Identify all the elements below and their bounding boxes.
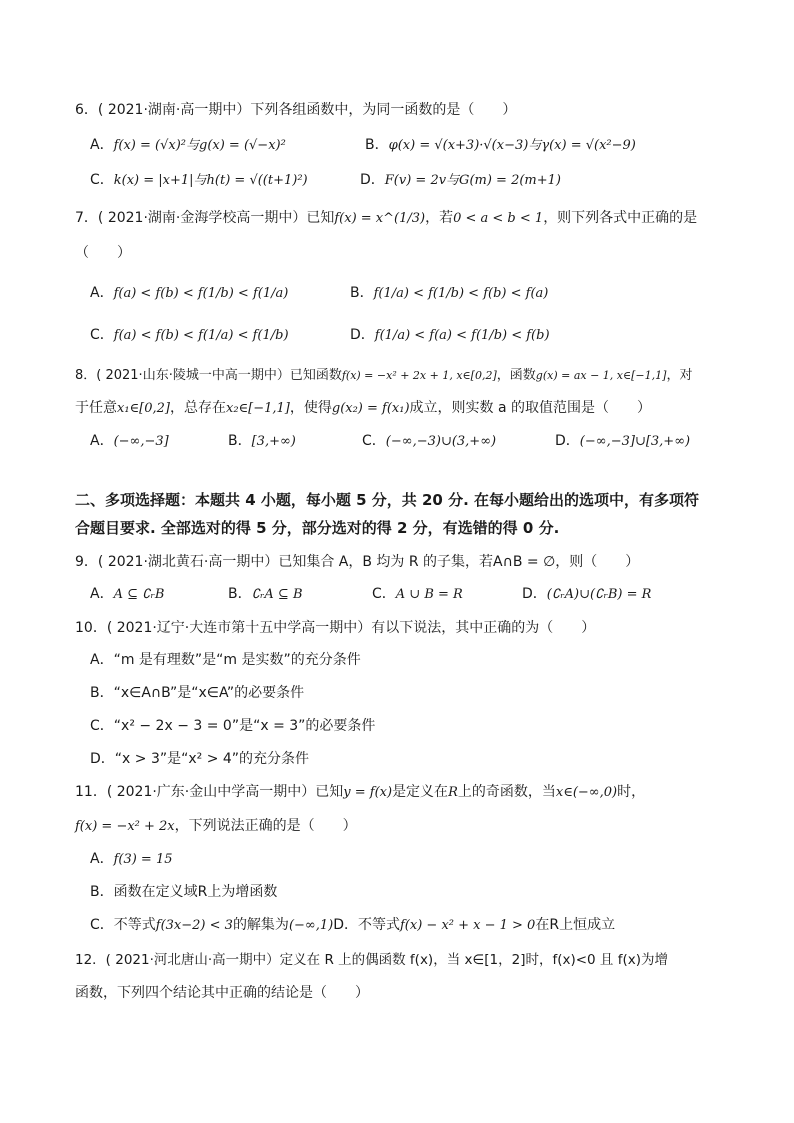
q11-option-c-pre: C．不等式 bbox=[90, 917, 156, 933]
q11-option-b: B．函数在定义域R上为增函数 bbox=[90, 884, 278, 900]
q7-option-d bbox=[350, 325, 550, 346]
q7-option-c-math: f(a) < f(b) < f(1/a) < f(1/b) bbox=[113, 328, 289, 343]
q11-line2-math: f(x) = −x² + 2x bbox=[75, 819, 175, 834]
q10-stem: 10．( 2021·辽宁·大连市第十五中学高一期中）有以下说法，其中正确的为（ ） bbox=[75, 620, 596, 636]
q11-option-a-label: A． bbox=[90, 851, 114, 867]
q11-option-a bbox=[90, 849, 173, 870]
q11-option-d-math: f(x) − x² + x − 1 > 0 bbox=[400, 918, 536, 933]
q10-option-b: B．“x∈A∩B”是“x∈A”的必要条件 bbox=[90, 685, 305, 701]
q9-option-d-math: (∁ᵣA)∪(∁ᵣB) = R bbox=[546, 587, 652, 602]
q12-stem-line1: 12．( 2021·河北唐山·高一期中）定义在 R 上的偶函数 f(x)，当 x∈[1，2]时，f(x)<0 且 f(x)为增 bbox=[75, 952, 668, 968]
q8-option-a bbox=[90, 431, 169, 452]
q11-stem-math1: y = f(x) bbox=[343, 785, 393, 800]
q11-stem-math2: R bbox=[448, 785, 458, 800]
q11-option-cd bbox=[90, 915, 615, 936]
q6-option-d bbox=[360, 170, 561, 191]
q8-option-a-math: (−∞,−3] bbox=[113, 434, 169, 449]
q10-option-d: D．“x > 3”是“x² > 4”的充分条件 bbox=[90, 751, 310, 767]
q8-line2-mid2: ，使得 bbox=[289, 400, 332, 416]
q7-option-d-label: D． bbox=[350, 327, 375, 343]
q8-option-d-math: (−∞,−3]∪[3,+∞) bbox=[579, 434, 691, 449]
q11-stem-math3: x∈(−∞,0) bbox=[555, 785, 618, 800]
q7-stem-pre: 7．( 2021·湖南·金海学校高一期中）已知 bbox=[75, 210, 335, 226]
q8-option-c-math: (−∞,−3)∪(3,+∞) bbox=[385, 434, 497, 449]
q8-stem-line2 bbox=[75, 398, 651, 419]
q11-stem-post: 上的奇函数，当 bbox=[457, 784, 556, 800]
q6-option-a-math: f(x) = (√x)²与g(x) = (√−x)² bbox=[113, 138, 286, 153]
q9-option-c-math: A ∪ B = R bbox=[395, 587, 463, 602]
q7-option-a-label: A． bbox=[90, 285, 114, 301]
q6-option-b-label: B． bbox=[365, 137, 389, 153]
q7-paren: （ ） bbox=[75, 245, 131, 261]
q8-stem-post: ，对 bbox=[666, 368, 693, 383]
q7-stem-mid: ，若 bbox=[425, 210, 454, 226]
q11-option-c-math2: (−∞,1) bbox=[288, 918, 334, 933]
q11-option-a-math: f(3) = 15 bbox=[113, 852, 173, 867]
q11-option-c-math: f(3x−2) < 3 bbox=[155, 918, 233, 933]
q8-stem-math1: f(x) = −x² + 2x + 1, x∈[0,2] bbox=[341, 369, 497, 382]
q8-line2-math3: g(x₂) = f(x₁) bbox=[331, 401, 410, 416]
q8-option-b bbox=[228, 431, 296, 452]
q6-option-b bbox=[365, 135, 636, 156]
q8-stem-math2: g(x) = ax − 1, x∈[−1,1] bbox=[535, 369, 667, 382]
q9-option-c-label: C． bbox=[372, 586, 396, 602]
q6-option-d-math: F(v) = 2v与G(m) = 2(m+1) bbox=[384, 173, 561, 188]
q8-stem-pre: 8．( 2021·山东·陵城一中高一期中）已知函数 bbox=[75, 368, 342, 383]
q8-line2-pre: 于任意 bbox=[75, 400, 117, 416]
q8-line2-math1: x₁∈[0,2] bbox=[117, 401, 170, 416]
q11-stem-pre: 11．( 2021·广东·金山中学高一期中）已知 bbox=[75, 784, 344, 800]
q11-option-d-pre: D．不等式 bbox=[333, 917, 400, 933]
q8-option-d bbox=[555, 431, 690, 452]
q8-line2-post: 成立，则实数 a 的取值范围是（ ） bbox=[409, 400, 652, 416]
q8-option-b-math: [3,+∞) bbox=[251, 434, 296, 449]
q7-stem bbox=[75, 208, 697, 229]
q7-option-a-math: f(a) < f(b) < f(1/b) < f(1/a) bbox=[113, 286, 289, 301]
q11-option-c-mid: 的解集为 bbox=[232, 917, 289, 933]
q8-line2-mid1: ，总存在 bbox=[169, 400, 226, 416]
q8-option-c bbox=[362, 431, 496, 452]
q8-option-d-label: D． bbox=[555, 433, 580, 449]
q9-option-a-math: A ⊆ ∁ᵣB bbox=[113, 587, 165, 602]
q9-stem: 9．( 2021·湖北黄石·高一期中）已知集合 A，B 均为 R 的子集，若A∩B = ∅，则（ ） bbox=[75, 554, 640, 570]
q11-option-d-post: 在R上恒成立 bbox=[535, 917, 616, 933]
q6-option-c-math: k(x) = |x+1|与h(t) = √((t+1)²) bbox=[113, 173, 308, 188]
q7-option-b bbox=[350, 283, 548, 304]
q7-option-c-label: C． bbox=[90, 327, 114, 343]
section2-heading-line1: 二、多项选择题：本题共 4 小题，每小题 5 分，共 20 分. 在每小题给出的选项中，有多项符 bbox=[75, 491, 700, 509]
q9-option-c bbox=[372, 584, 463, 605]
q7-stem-post: ，则下列各式中正确的是 bbox=[543, 210, 698, 226]
q7-option-b-label: B． bbox=[350, 285, 374, 301]
q11-stem-mid: 是定义在 bbox=[392, 784, 449, 800]
q8-option-c-label: C． bbox=[362, 433, 386, 449]
q9-option-a-label: A． bbox=[90, 586, 114, 602]
q6-option-a-label: A． bbox=[90, 137, 114, 153]
q9-option-b bbox=[228, 584, 303, 605]
q7-stem-math1: f(x) = x^(1/3) bbox=[334, 211, 426, 226]
q7-option-a bbox=[90, 283, 288, 304]
q6-stem: 6．( 2021·湖南·高一期中）下列各组函数中，为同一函数的是（ ） bbox=[75, 102, 517, 118]
q8-line2-math2: x₂∈[−1,1] bbox=[225, 401, 290, 416]
q8-stem bbox=[75, 366, 692, 386]
q11-stem bbox=[75, 782, 645, 803]
q6-option-a bbox=[90, 135, 286, 156]
q8-option-b-label: B． bbox=[228, 433, 252, 449]
q9-option-b-math: ∁ᵣA ⊆ B bbox=[251, 587, 303, 602]
q6-option-b-math: φ(x) = √(x+3)·√(x−3)与γ(x) = √(x²−9) bbox=[388, 138, 636, 153]
q11-line2-post: ，下列说法正确的是（ ） bbox=[174, 818, 357, 834]
q7-stem-math2: 0 < a < b < 1 bbox=[453, 211, 544, 226]
q10-option-c: C．“x² − 2x − 3 = 0”是“x = 3”的必要条件 bbox=[90, 718, 376, 734]
section2-heading-line2: 合题目要求. 全部选对的得 5 分，部分选对的得 2 分，有选错的得 0 分. bbox=[75, 519, 560, 537]
q8-option-a-label: A． bbox=[90, 433, 114, 449]
q7-option-c bbox=[90, 325, 289, 346]
q9-option-d bbox=[522, 584, 651, 605]
q6-option-d-label: D． bbox=[360, 172, 385, 188]
q11-stem-end: 时， bbox=[617, 784, 646, 800]
q7-option-b-math: f(1/a) < f(1/b) < f(b) < f(a) bbox=[373, 286, 549, 301]
q7-option-d-math: f(1/a) < f(a) < f(1/b) < f(b) bbox=[374, 328, 550, 343]
q9-option-a bbox=[90, 584, 164, 605]
q10-option-a: A．“m 是有理数”是“m 是实数”的充分条件 bbox=[90, 652, 361, 668]
q9-option-d-label: D． bbox=[522, 586, 547, 602]
q6-option-c bbox=[90, 170, 308, 191]
q12-stem-line2: 函数，下列四个结论其中正确的结论是（ ） bbox=[75, 985, 369, 1001]
q11-stem-line2 bbox=[75, 816, 357, 837]
q6-option-c-label: C． bbox=[90, 172, 114, 188]
q9-option-b-label: B． bbox=[228, 586, 252, 602]
q8-stem-mid: ，函数 bbox=[496, 368, 536, 383]
